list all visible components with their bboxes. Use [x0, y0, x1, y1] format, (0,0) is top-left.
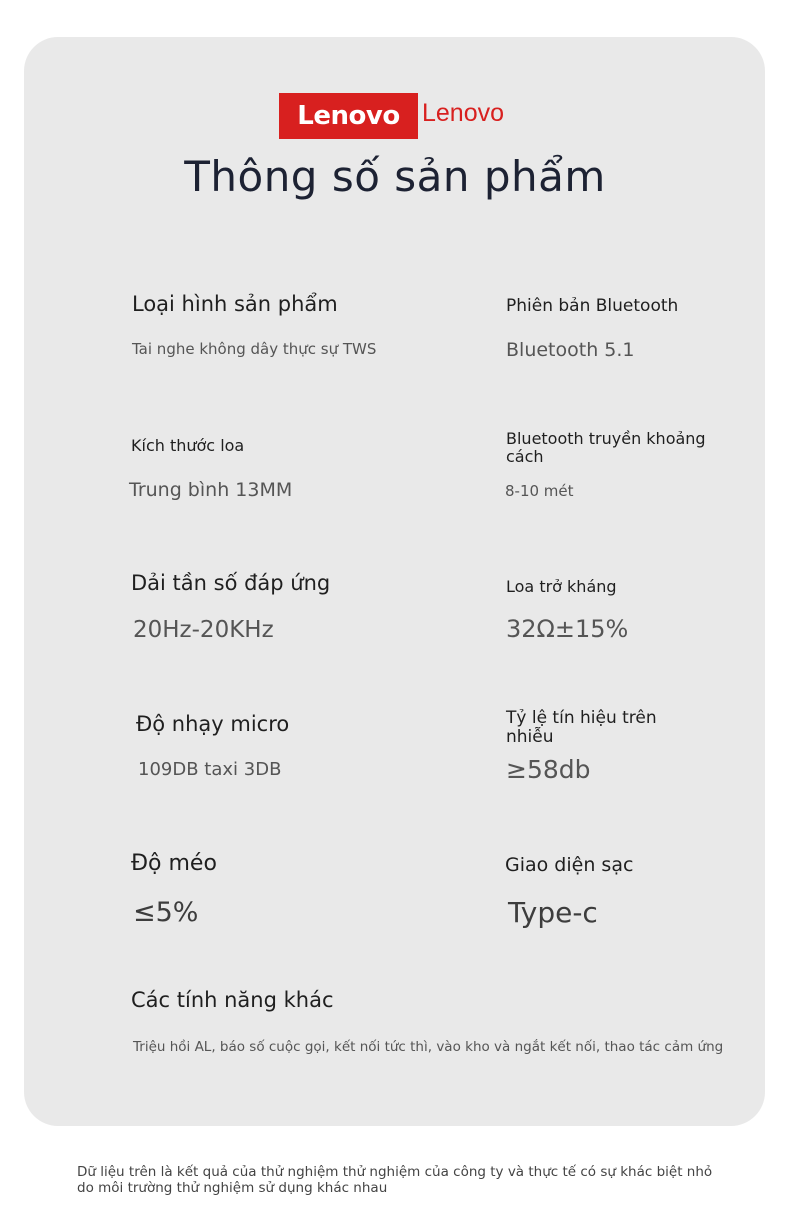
spec-label-mic-sensitivity: Độ nhạy micro	[136, 712, 290, 736]
spec-value-frequency-response: 20Hz-20KHz	[133, 617, 274, 643]
lenovo-logo-badge: Lenovo	[279, 93, 418, 139]
spec-value-product-type: Tai nghe không dây thực sự TWS	[132, 340, 377, 358]
spec-value-impedance: 32Ω±15%	[506, 615, 629, 643]
spec-label-frequency-response: Dải tần số đáp ứng	[131, 571, 331, 595]
spec-label-snr: Tỷ lệ tín hiệu trên nhiễu	[506, 708, 657, 747]
spec-label-distortion: Độ méo	[131, 851, 217, 876]
spec-value-other-features: Triệu hồi AL, báo số cuộc gọi, kết nối tức thì, vào kho và ngắt kết nối, thao tác cảm ứng	[133, 1039, 724, 1055]
spec-label-impedance: Loa trở kháng	[506, 577, 617, 596]
spec-value-mic-sensitivity: 109DB taxi 3DB	[138, 759, 282, 780]
spec-value-bluetooth-range: 8-10 mét	[505, 482, 574, 500]
spec-value-charging-interface: Type-c	[508, 896, 598, 929]
spec-label-charging-interface: Giao diện sạc	[505, 854, 634, 876]
spec-value-speaker-size: Trung bình 13MM	[129, 479, 293, 501]
spec-value-distortion: ≤5%	[133, 897, 199, 928]
page-title: Thông số sản phẩm	[184, 152, 606, 201]
spec-value-snr: ≥58db	[506, 755, 591, 784]
spec-label-bluetooth-range: Bluetooth truyền khoảng cách	[506, 429, 706, 466]
spec-value-bluetooth-version: Bluetooth 5.1	[506, 339, 635, 361]
spec-label-speaker-size: Kích thước loa	[131, 436, 245, 455]
brand-name: Lenovo	[422, 99, 505, 127]
spec-label-bluetooth-version: Phiên bản Bluetooth	[506, 296, 679, 316]
footnote: Dữ liệu trên là kết quả của thử nghiệm thử nghiệm của công ty và thực tế có sự khác biệt nhỏ do môi trường thử nghiệm sử dụng khác nhau	[77, 1164, 713, 1196]
brand-logo	[279, 93, 504, 139]
spec-label-other-features: Các tính năng khác	[131, 988, 334, 1012]
spec-label-product-type: Loại hình sản phẩm	[132, 292, 338, 316]
